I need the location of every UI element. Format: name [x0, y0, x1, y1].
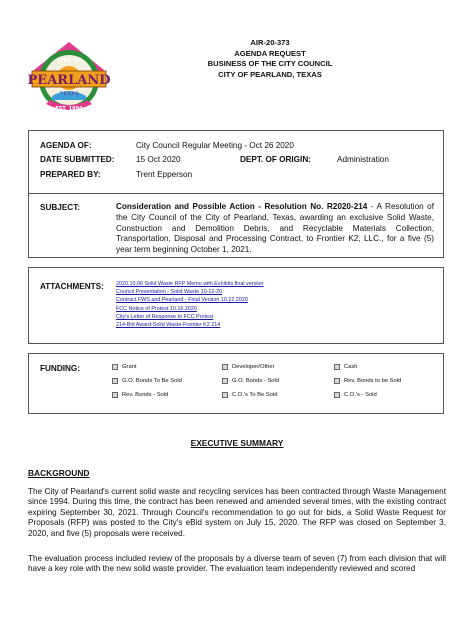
agenda-info-box [28, 130, 444, 194]
attachment-link[interactable]: City's Letter of Response to FCC Protest [116, 313, 214, 320]
background-paragraph: The City of Pearland's current solid waste and recycling services has been contracted through Waste Management since 1994. During this time, the contract has been renewed and amended several times, with the existing contract expiring September 30, 2021. Through Council's recommendation to go out for bids, a Solid Waste Request for Proposals (RFP) was posted to the City's eBid system on July 15, 2020. The RFP was closed on September 3, 2020, and five (5) proposals were received. [28, 487, 446, 538]
funding-option: C.O.'s To Be Sold [222, 392, 277, 398]
attachments-box [28, 267, 444, 344]
prepared-by-label: PREPARED BY: [40, 170, 101, 179]
funding-option: Cash [334, 364, 358, 370]
dept-origin-label: DEPT. OF ORIGIN: [240, 155, 311, 164]
dept-origin-value: Administration [337, 155, 389, 164]
city-seal-logo [28, 38, 110, 116]
date-submitted-label: DATE SUBMITTED: [40, 155, 115, 164]
funding-option: G.O. Bonds - Sold [222, 378, 279, 384]
funding-option: Rev. Bonds - Sold [112, 392, 168, 398]
funding-label: FUNDING: [40, 364, 81, 373]
attachment-link[interactable]: 214-Bid Award-Solid Waste-Frontier K2 214 [116, 322, 221, 329]
funding-option: Grant [112, 364, 137, 370]
agenda-of-label: AGENDA OF: [40, 141, 92, 150]
attachments-list [116, 280, 263, 329]
funding-box [28, 353, 444, 414]
attachments-label: ATTACHMENTS: [40, 282, 104, 291]
background-heading: BACKGROUND [28, 468, 90, 478]
attachment-link[interactable]: Council Presentation - Solid Waste 10-12-20 [116, 289, 223, 296]
funding-option: G.O. Bonds To Be Sold [112, 378, 182, 384]
subject-resolution: Consideration and Possible Action - Resolution No. R2020-214 [116, 202, 368, 211]
checkbox[interactable] [334, 392, 340, 398]
prepared-by-value: Trent Epperson [136, 170, 193, 179]
air-number: AIR-20-373 [250, 38, 290, 47]
checkbox[interactable] [112, 392, 118, 398]
funding-option: Developer/Other [222, 364, 275, 370]
executive-summary-title: EXECUTIVE SUMMARY [190, 438, 284, 448]
agenda-of-value: City Council Regular Meeting - Oct 26 2020 [136, 141, 294, 150]
subject-box [28, 193, 444, 258]
checkbox[interactable] [112, 364, 118, 370]
checkbox[interactable] [222, 378, 228, 384]
svg-text:CITY OF: CITY OF [56, 58, 82, 64]
checkbox[interactable] [334, 378, 340, 384]
attachment-link[interactable]: 2020.10.06 Solid Waste RFP Memo with Exhibits final version [116, 281, 264, 287]
svg-text:T E X A S: T E X A S [59, 91, 79, 96]
checkbox[interactable] [222, 364, 228, 370]
svg-text:PEARLAND: PEARLAND [28, 73, 110, 88]
subject-text [116, 202, 434, 256]
funding-option: Rev. Bonds to be Sold [334, 378, 401, 384]
subject-description: - A Resolution of the City Council of the City of Pearland, Texas, awarding an exclusive Solid Waste, Construction and Demolition Debris, and Recyclable Materials Collection, Transportation, Disposal and Processing Contract, to Frontier K2, LLC., for a five (5) year term beginning October 1, 2021. [116, 202, 434, 255]
subject-label: SUBJECT: [40, 203, 81, 212]
header-title: AGENDA REQUEST [234, 48, 306, 58]
header-subtitle: BUSINESS OF THE CITY COUNCIL [207, 59, 333, 69]
agenda-header [150, 38, 390, 80]
checkbox[interactable] [112, 378, 118, 384]
attachment-link[interactable]: FCC Notice of Protest 10.16.2020 [116, 305, 197, 312]
attachment-link[interactable]: Contract FWS and Pearland - Final Version 10.22.2020 [116, 297, 248, 304]
evaluation-paragraph: The evaluation process included review of the proposals by a diverse team of seven (7) from each division that will have a key role with the new solid waste provider. The evaluation team independently reviewed and scored [28, 554, 446, 574]
svg-text:EST. 1894: EST. 1894 [55, 106, 83, 112]
date-submitted-value: 15 Oct 2020 [136, 155, 181, 164]
checkbox[interactable] [334, 364, 340, 370]
header-city: CITY OF PEARLAND, TEXAS [218, 69, 322, 79]
funding-option: C.O.'s - Sold [334, 392, 377, 398]
checkbox[interactable] [222, 392, 228, 398]
